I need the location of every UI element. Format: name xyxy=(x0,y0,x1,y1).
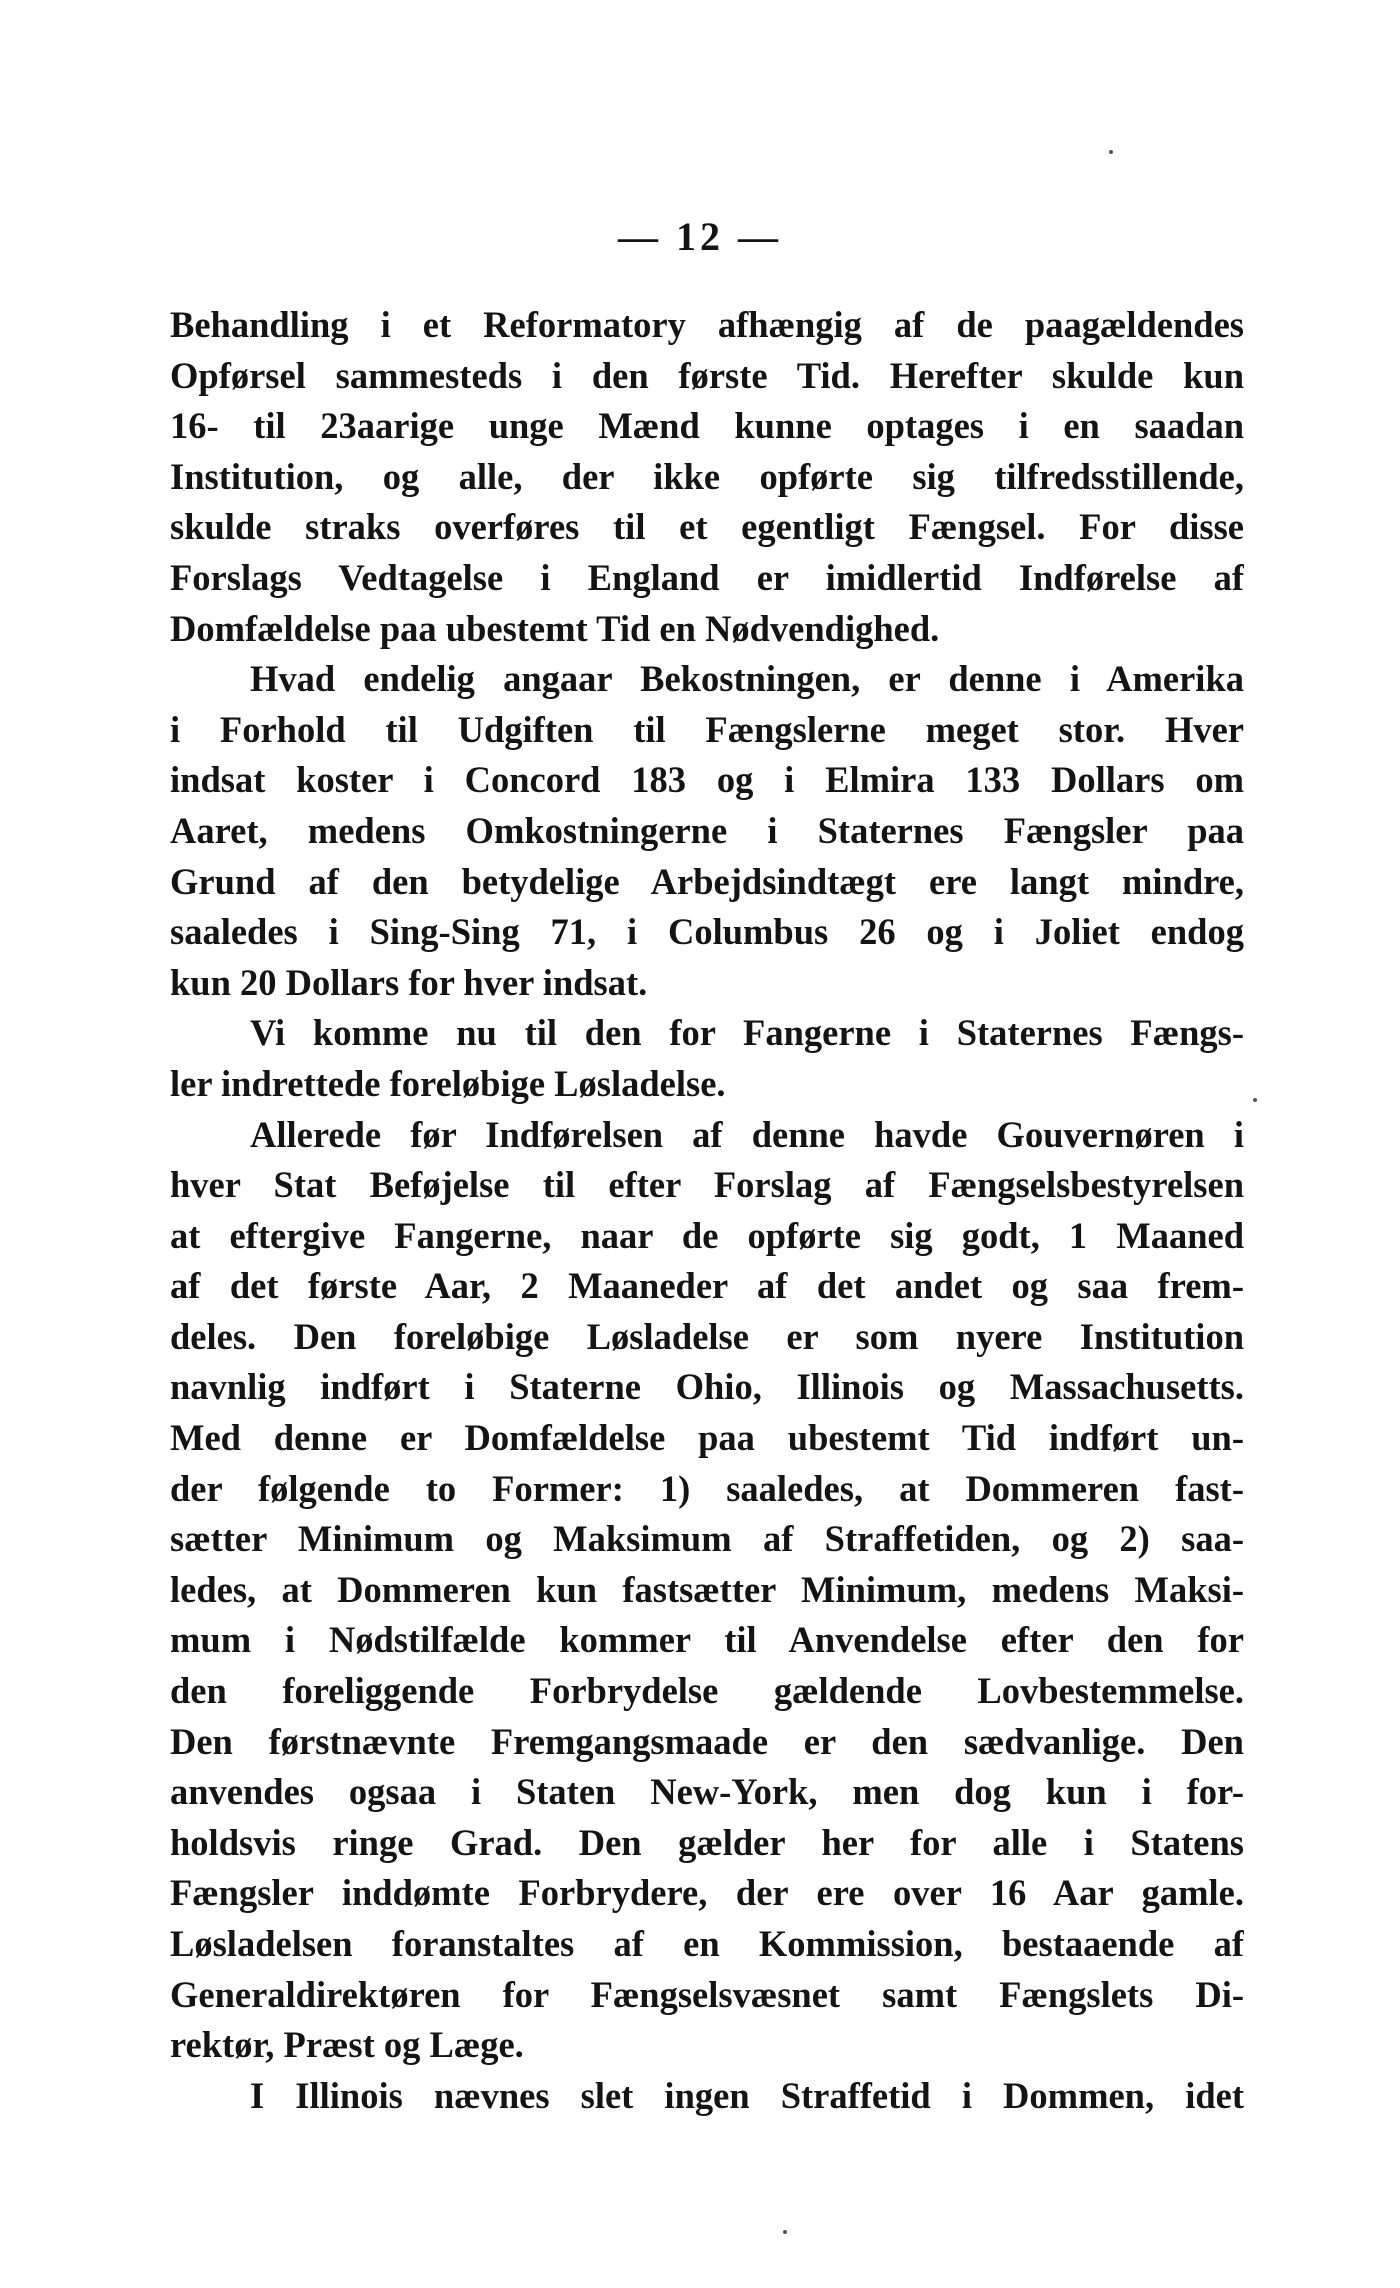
text-line: indsat koster i Concord 183 og i Elmira 133 Dollars om xyxy=(170,759,1244,801)
text-line: hver Stat Beføjelse til efter Forslag af Fængselsbestyrelsen xyxy=(170,1164,1244,1206)
print-speck xyxy=(783,2230,787,2234)
print-speck xyxy=(1253,1098,1257,1102)
text-line: Med denne er Domfældelse paa ubestemt Tid indført un- xyxy=(170,1417,1244,1459)
text-line: I Illinois nævnes slet ingen Straffetid i Dommen, idet xyxy=(250,2074,1244,2116)
text-line: Løsladelsen foranstaltes af en Kommission, bestaaende af xyxy=(170,1923,1244,1964)
text-line: kun 20 Dollars for hver indsat. xyxy=(170,961,648,1003)
body-text xyxy=(170,300,1244,2121)
text-line: der følgende to Former: 1) saaledes, at Dommeren fast- xyxy=(170,1467,1244,1509)
text-line: anvendes ogsaa i Staten New-York, men dog kun i for- xyxy=(170,1771,1244,1813)
text-line: Allerede før Indførelsen af denne havde Gouvernøren i xyxy=(250,1113,1244,1155)
text-line: sætter Minimum og Maksimum af Straffetiden, og 2) saa- xyxy=(170,1518,1244,1560)
text-line: deles. Den foreløbige Løsladelse er som nyere Institution xyxy=(170,1315,1244,1357)
text-line: Grund af den betydelige Arbejdsindtægt ere langt mindre, xyxy=(170,860,1244,902)
text-line: holdsvis ringe Grad. Den gælder her for alle i Statens xyxy=(170,1821,1244,1863)
page-number: — 12 — xyxy=(618,214,782,259)
text-line: Opførsel sammesteds i den første Tid. Herefter skulde kun xyxy=(170,354,1244,396)
text-line: i Forhold til Udgiften til Fængslerne meget stor. Hver xyxy=(170,708,1244,750)
text-line: den foreliggende Forbrydelse gældende Lovbestemmelse. xyxy=(170,1670,1244,1712)
text-line: Den førstnævnte Fremgangsmaade er den sædvanlige. Den xyxy=(170,1720,1244,1762)
text-line: mum i Nødstilfælde kommer til Anvendelse efter den for xyxy=(170,1619,1244,1661)
text-line: Fængsler inddømte Forbrydere, der ere over 16 Aar gamle. xyxy=(170,1872,1244,1914)
text-line: Vi komme nu til den for Fangerne i Staternes Fængs- xyxy=(250,1012,1244,1054)
text-line: ler indrettede foreløbige Løsladelse. xyxy=(170,1062,726,1104)
text-line: ledes, at Dommeren kun fastsætter Minimum, medens Maksi- xyxy=(170,1568,1244,1610)
text-line: Generaldirektøren for Fængselsvæsnet samt Fængslets Di- xyxy=(170,1973,1244,2015)
text-line: Institution, og alle, der ikke opførte sig tilfredsstillende, xyxy=(170,455,1244,497)
text-line: at eftergive Fangerne, naar de opførte sig godt, 1 Maaned xyxy=(170,1214,1244,1256)
text-line: Behandling i et Reformatory afhængig af de paagældendes xyxy=(170,304,1244,345)
text-line: navnlig indført i Staterne Ohio, Illinois og Massachusetts. xyxy=(170,1366,1244,1408)
text-line: af det første Aar, 2 Maaneder af det andet og saa frem- xyxy=(170,1265,1244,1307)
text-line: skulde straks overføres til et egentligt Fængsel. For disse xyxy=(170,506,1244,548)
text-line: Forslags Vedtagelse i England er imidlertid Indførelse af xyxy=(170,556,1244,598)
text-line: saaledes i Sing-Sing 71, i Columbus 26 og i Joliet endog xyxy=(170,911,1244,953)
text-line: rektør, Præst og Læge. xyxy=(170,2024,524,2066)
text-line: Hvad endelig angaar Bekostningen, er denne i Amerika xyxy=(250,658,1244,700)
text-line: Aaret, medens Omkostningerne i Staternes Fængsler paa xyxy=(170,809,1244,851)
text-line: 16- til 23aarige unge Mænd kunne optages i en saadan xyxy=(170,405,1244,447)
print-speck xyxy=(1109,150,1113,154)
text-line: Domfældelse paa ubestemt Tid en Nødvendighed. xyxy=(170,607,940,649)
